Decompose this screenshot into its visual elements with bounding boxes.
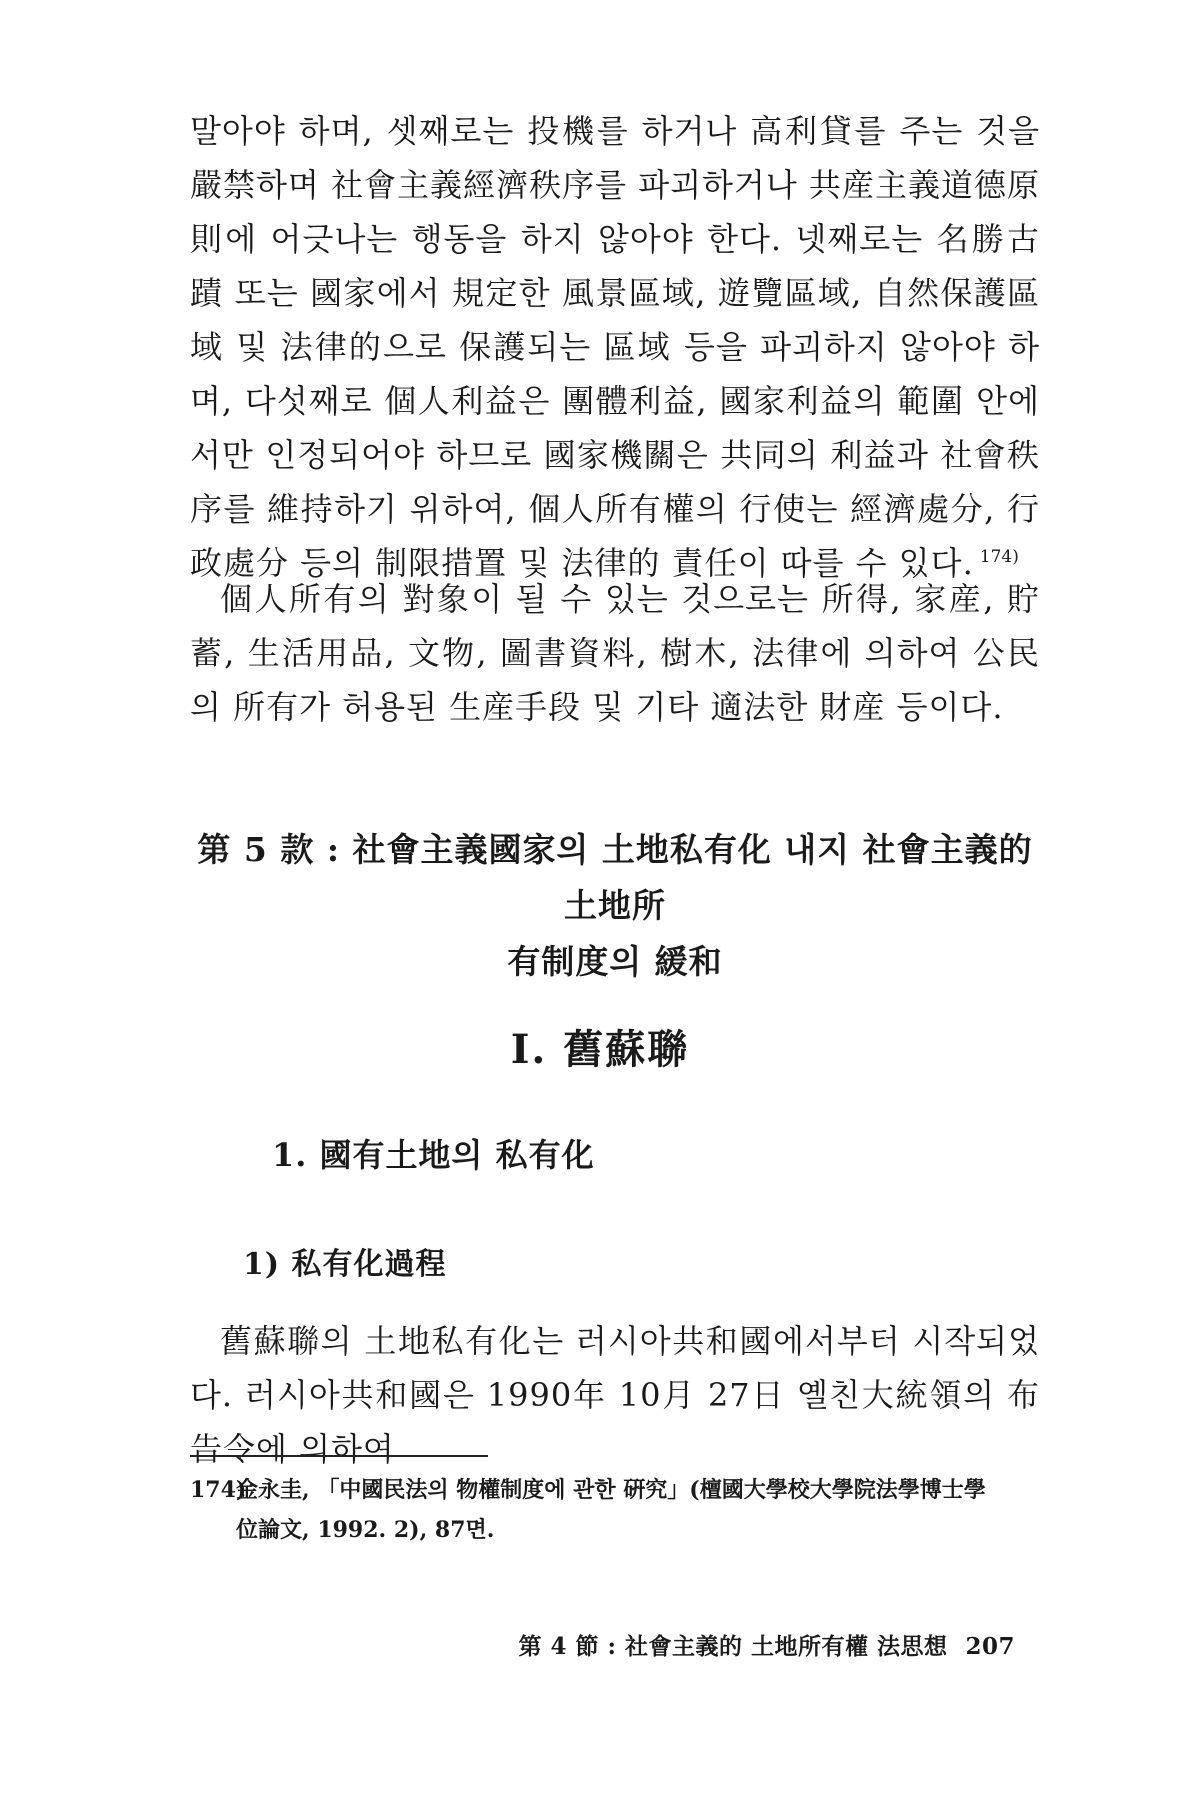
running-footer-title: 第 4 節 : 社會主義的 土地所有權 法思想 — [518, 1633, 948, 1660]
numbered-subsub-heading: 1) 私有化過程 — [243, 1247, 447, 1282]
body-paragraph-2 — [190, 572, 1040, 734]
section-heading-line-1: 第 5 款 : 社會主義國家의 土地私有化 내지 社會主義的 土地所 — [197, 830, 1033, 925]
section-heading — [190, 822, 1040, 990]
paragraph-3-text: 舊蘇聯의 土地私有化는 러시아共和國에서부터 시작되었다. 러시아共和國은 1990年 10月 27日 옐친大統領의 布告令에 의하여 — [190, 1322, 1040, 1468]
footnote-number: 174) — [190, 1477, 247, 1503]
numbered-sub-heading: 1. 國有土地의 私有化 — [272, 1136, 595, 1174]
footnote-reference-174[interactable]: 174) — [979, 547, 1019, 568]
paragraph-1-text: 말아야 하며, 셋째로는 投機를 하거나 高利貸를 주는 것을 嚴禁하며 社會主義經濟秩序를 파괴하거나 共産主義道德原則에 어긋나는 행동을 하지 않아야 한다. 넷째로는 名勝古蹟 또는 國家에서 規定한 風景區域, 遊覽區域, 自然保護區域 및 法律的으로 保護되는 區域 등을 파괴하지 않아야 하며, 다섯째로 個人利益은 團體利益, 國家利益의 範圍 안에서만 인정되어야 하므로 國家機關은 共同의 利益과 社會秩序를 維持하기 위하여, 個人所有權의 行使는 經濟處分, 行政處分 등의 制限措置 및 法律的 責任이 따를 수 있다. — [190, 112, 1040, 582]
page-number: 207 — [965, 1633, 1015, 1660]
section-heading-line-2: 有制度의 緩和 — [507, 942, 723, 981]
footnote-line-1: 金永圭, 「中國民法의 物權制度에 관한 硏究」(檀國大學校大學院法學博士學 — [236, 1477, 986, 1503]
footnote-divider — [190, 1455, 488, 1457]
footnote-line-2: 位論文, 1992. 2), 87면. — [236, 1517, 495, 1543]
running-footer — [518, 1627, 1015, 1667]
roman-numeral-heading: Ⅰ. 舊蘇聯 — [510, 1026, 690, 1073]
footnote-174 — [190, 1470, 1040, 1550]
body-paragraph-1 — [190, 104, 1040, 590]
body-paragraph-3 — [190, 1314, 1040, 1476]
paragraph-2-text: 個人所有의 對象이 될 수 있는 것으로는 所得, 家産, 貯蓄, 生活用品, 文物, 圖書資料, 樹木, 法律에 의하여 公民의 所有가 허용된 生産手段 및 기타 適法한 財産 등이다. — [190, 580, 1040, 726]
